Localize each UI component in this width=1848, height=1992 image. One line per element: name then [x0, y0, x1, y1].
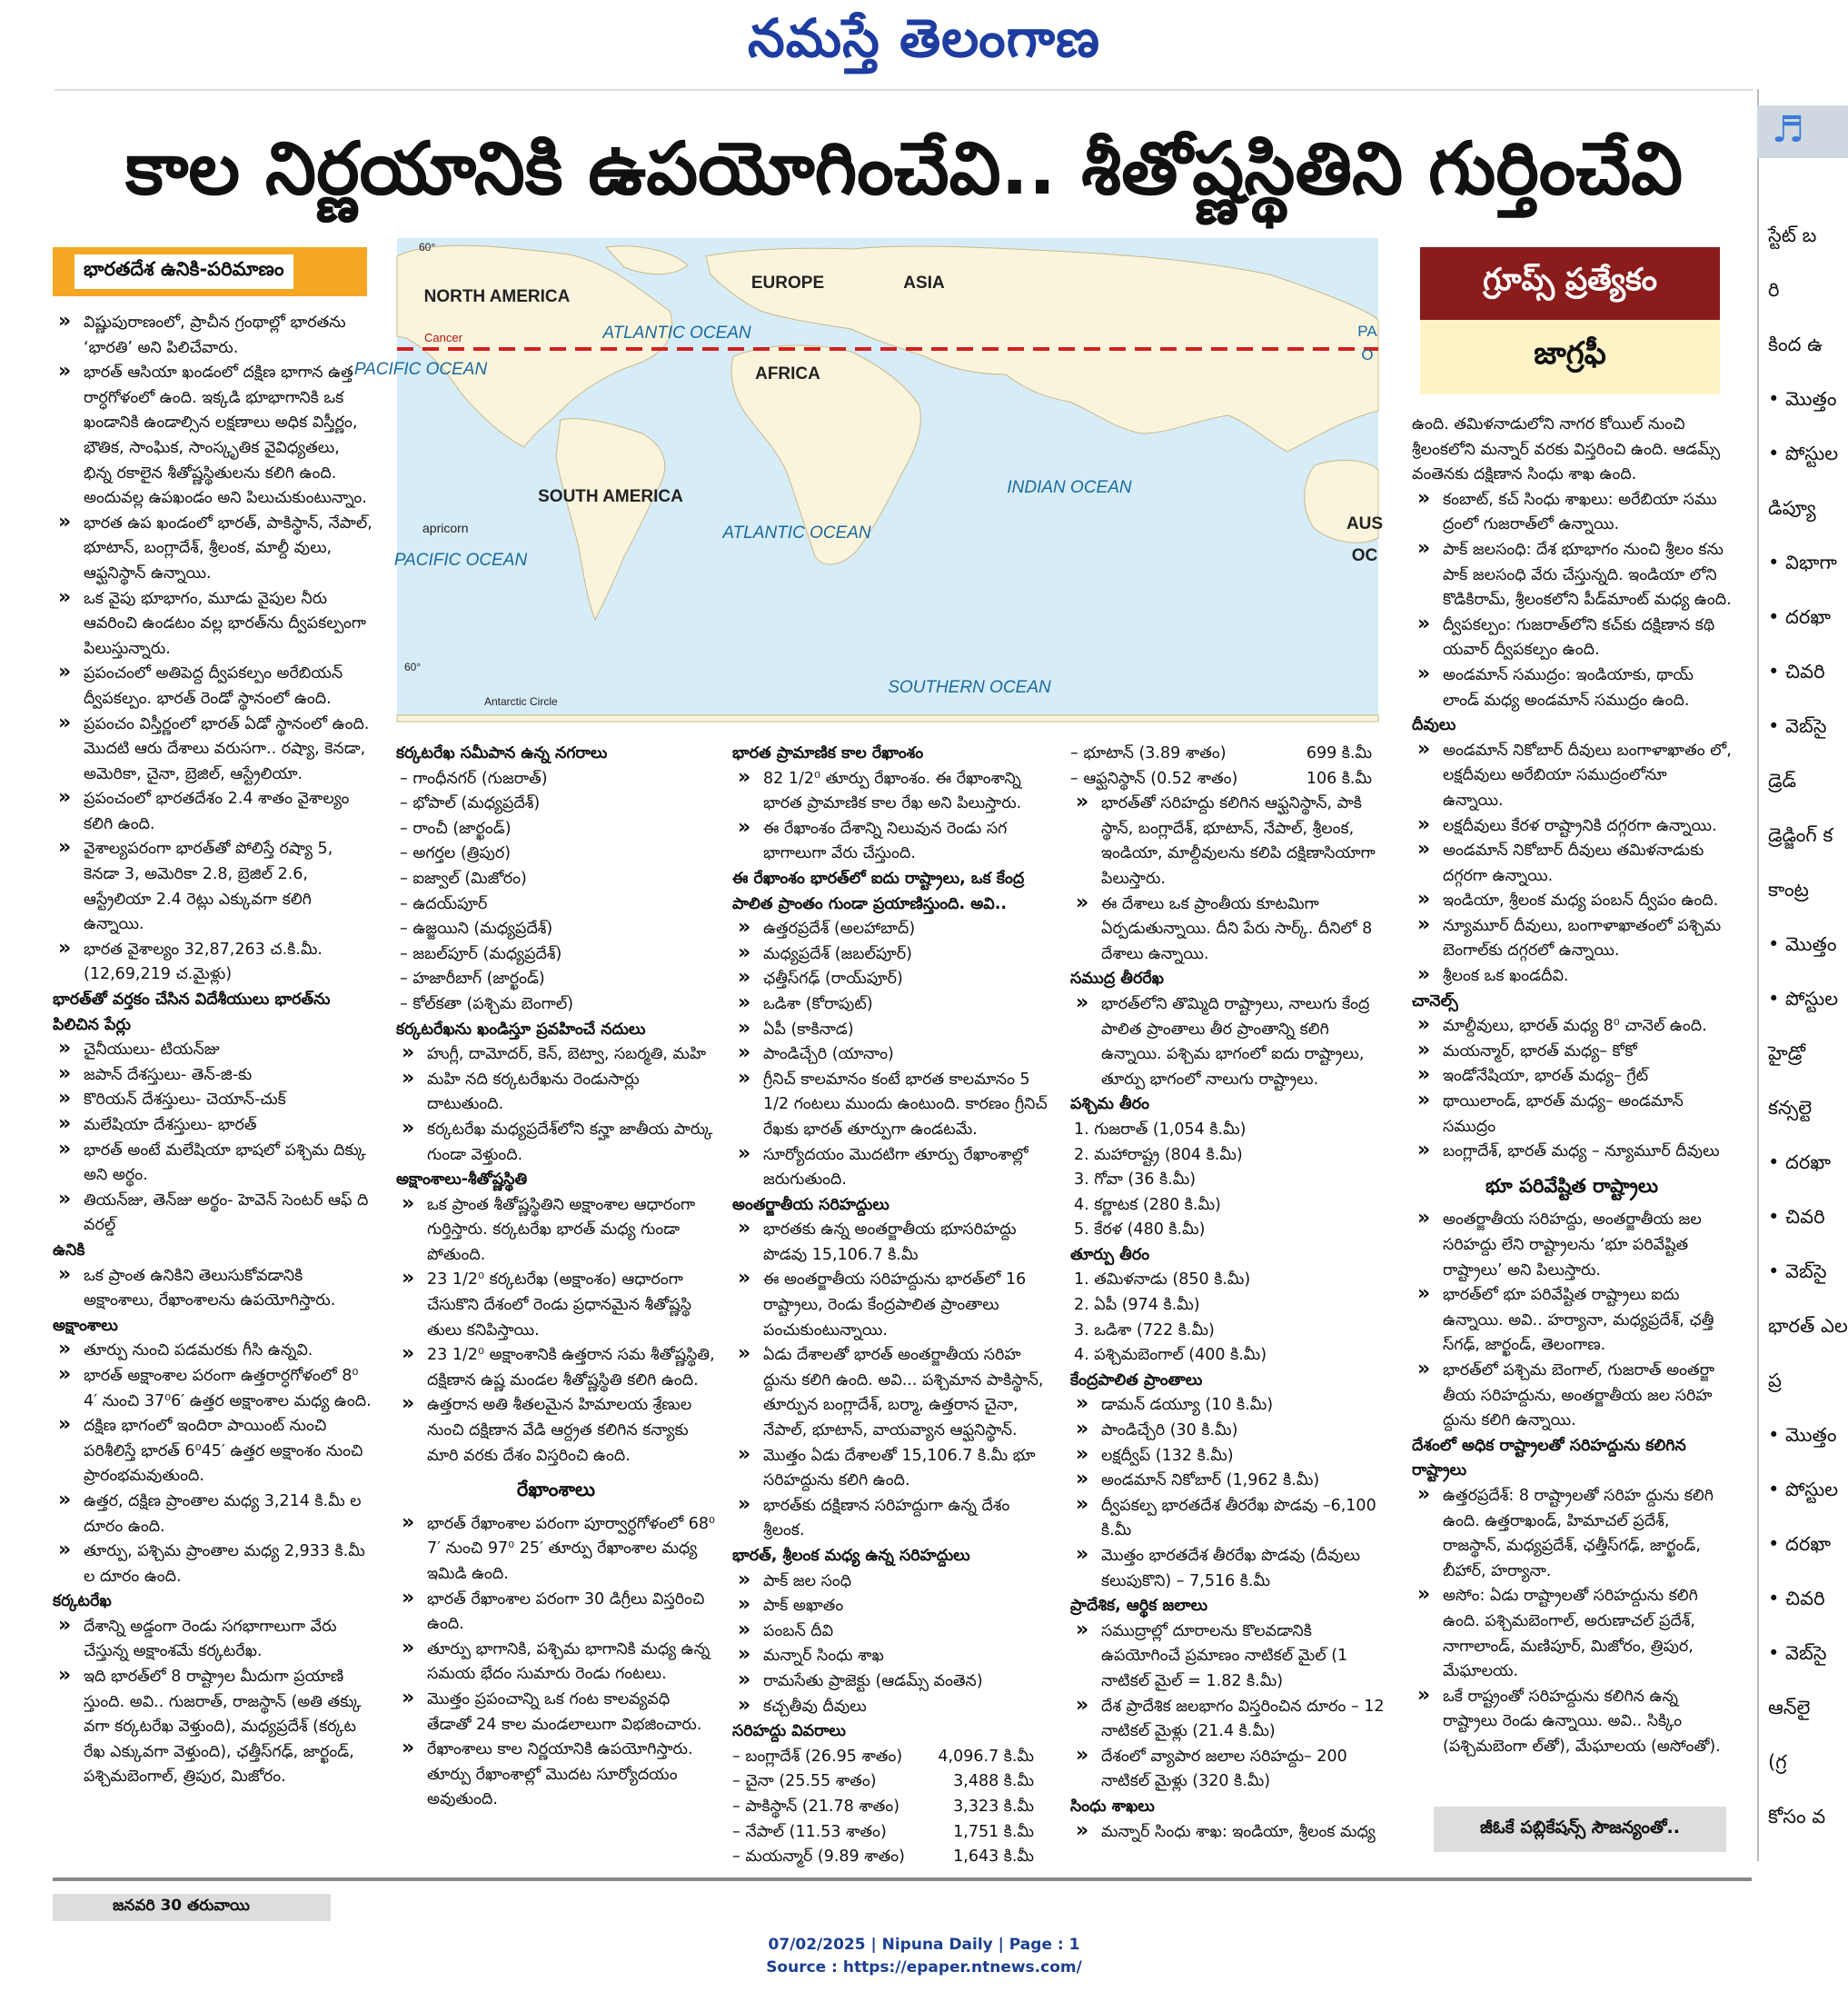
article-paragraph: » ఇండియా, శ్రీలంక మధ్య పంబన్ ద్వీపం ఉంది.	[1412, 889, 1732, 914]
newspaper-masthead: నమస్తే తెలంగాణ	[748, 7, 1100, 69]
subheading: కర్కటరేఖ	[53, 1592, 112, 1611]
article-paragraph: » అండమాన్ నికోబార్ (1,962 కి.మీ)	[1070, 1469, 1390, 1494]
border-row	[1070, 767, 1390, 792]
article-paragraph: » ఏపీ (కాకినాడ)	[732, 1018, 1052, 1043]
article-paragraph: » బంగ్లాదేశ్, భారత్ మధ్య – న్యూమూర్ దీవులు	[1412, 1140, 1732, 1165]
article-paragraph: » ప్రపంచంలో భారతదేశం 2.4 శాతం వైశాల్యం కలిగి ఉంది.	[53, 787, 373, 837]
subheading: భారత్, శ్రీలంక మధ్య ఉన్న సరిహద్దులు	[732, 1547, 970, 1565]
strip-fragment: (గ్ర	[1768, 1751, 1787, 1773]
article-paragraph: » భారత్‌లో పశ్చిమ బెంగాల్, గుజరాత్ అంతర్జా తీయ సరిహద్దును, అంతర్జాతీయ జల సరిహ ద్దును కలిగి ఉన్నాయి.	[1412, 1359, 1732, 1434]
article-paragraph: » తూర్పు భాగానికి, పశ్చిమ భాగానికి మధ్య ఉన్న సమయ భేదం సుమారు రెండు గంటలు.	[396, 1638, 716, 1688]
article-paragraph: » ఈ అంతర్జాతీయ సరిహద్దును భారత్‌లో 16 రాష్ట్రాలు, రెండు కేంద్రపాలిత ప్రాంతాలు పంచుకుంటున్నాయి.	[732, 1268, 1052, 1343]
strip-fragment: భారత్ ఎల	[1768, 1315, 1848, 1337]
article-paragraph: » పాండిచ్చేరి (యానాం)	[732, 1042, 1052, 1068]
article-paragraph: » అంతర్జాతీయ సరిహద్దు, అంతర్జాతీయ జల సరిహద్దు లేని రాష్ట్రాలను ‘భూ పరివేష్టిత రాష్ట్రాలు’ అని పిలుస్తారు.	[1412, 1208, 1732, 1283]
article-paragraph: » ఉత్తరాన అతి శీతలమైన హిమాలయ శ్రేణుల నుంచి దక్షిణాన వేడి ఆర్ద్రత కలిగిన కన్యాకు మారి వరకు దేశం విస్తరించి ఉంది.	[396, 1393, 716, 1469]
border-length: 3,323 కి.మీ	[953, 1797, 1034, 1816]
article-paragraph: 4. కర్ణాటక (280 కి.మీ)	[1074, 1195, 1221, 1214]
border-row	[732, 1820, 1052, 1846]
world-map	[353, 238, 1384, 722]
section-title: భారతదేశ ఉనికి-పరిమాణం	[75, 254, 293, 289]
article-paragraph: » మొత్తం ప్రపంచాన్ని ఒక గంట కాలవ్యవధి తేడాతో 24 కాల మండలాలుగా విభజించారు.	[396, 1688, 716, 1738]
article-paragraph: » దేశ ప్రాదేశిక జలభాగం విస్తరించిన దూరం – 12 నాటికల్ మైళ్లు (21.4 కి.మీ)	[1070, 1695, 1390, 1745]
article-paragraph: – భోపాల్ (మధ్యప్రదేశ్)	[400, 794, 541, 813]
label-asia: ASIA	[903, 274, 945, 293]
article-paragraph: » ఏడు దేశాలతో భారత్ అంతర్జాతీయ సరిహ ద్దును కలిగి ఉంది. అవి... పశ్చిమాన పాకిస్థాన్, తూర్పున బంగ్లాదేశ్, బర్మా, ఉత్తరాన చైనా, నేపాల్, భూటాన్, వాయవ్యాన ఆఫ్ఘనిస్థాన్.	[732, 1343, 1052, 1443]
section-heading: రేఖాంశాలు	[516, 1479, 596, 1501]
strip-fragment: • పోస్టుల	[1768, 1479, 1839, 1500]
article-paragraph: » ద్వీపకల్ప భారతదేశ తీరరేఖ పొడవు –6,100 కి.మీ	[1070, 1494, 1390, 1544]
article-paragraph: » గ్రీనిచ్ కాలమానం కంటే భారత కాలమానం 5 1/2 గంటలు ముందు ఉంటుంది. కారణం గ్రీనిచ్ రేఖకు భారత్ తూర్పుగా ఉండటమే.	[732, 1068, 1052, 1143]
label-north-america: NORTH AMERICA	[423, 287, 571, 306]
label-capricorn: apricorn	[422, 521, 469, 535]
strip-fragment: ప్ర	[1768, 1370, 1782, 1391]
subheading: ఉనికి	[53, 1240, 85, 1260]
article-paragraph: » ఇది భారత్‌లో 8 రాష్ట్రాల మీదుగా ప్రయాణి స్తుంది. అవి.. గుజరాత్, రాజస్థాన్ (అతి తక్కు వగా కర్కటరేఖ వెళ్తుంది), మధ్యప్రదేశ్ (కర్కట రేఖ ఎక్కువగా వెళ్తుంది), ఛత్తీస్‌గఢ్, జార్ఖండ్, పశ్చిమబెంగాల్, త్రిపుర, మిజోరం.	[53, 1665, 373, 1790]
article-paragraph: » ఉత్తరప్రదేశ్ (అలహాబాద్)	[732, 917, 1052, 942]
strip-fragment: కోసం వ	[1768, 1806, 1826, 1828]
article-paragraph: » జపాన్ దేశస్తులు- తెన్-జి-కు	[53, 1063, 373, 1089]
border-row	[732, 1769, 1052, 1795]
column-2	[396, 742, 716, 1813]
article-paragraph: – ఉజ్జయిని (మధ్యప్రదేశ్)	[400, 920, 553, 939]
strip-fragment: • చివరి	[1768, 1206, 1825, 1228]
article-paragraph: 3. గోవా (36 కి.మీ)	[1074, 1170, 1197, 1190]
article-paragraph: » మొత్తం భారతదేశ తీరరేఖ పొడవు (దీవులు కలుపుకొని) – 7,516 కి.మీ	[1070, 1544, 1390, 1594]
label-pacific-east-fragment: PA	[1357, 323, 1377, 340]
label-africa: AFRICA	[755, 364, 820, 383]
article-paragraph: » లక్షద్వీప్ (132 కి.మీ)	[1070, 1444, 1390, 1469]
article-paragraph: » మాల్దీవులు, భారత్ మధ్య 8⁰ చానెల్ ఉంది.	[1412, 1014, 1732, 1040]
article-paragraph: » 82 1/2⁰ తూర్పు రేఖాంశం. ఈ రేఖాంశాన్ని భారత ప్రామాణిక కాల రేఖ అని పిలుస్తారు.	[732, 767, 1052, 817]
border-country: – పాకిస్థాన్ (21.78 శాతం)	[732, 1797, 900, 1816]
article-paragraph: 2. మహారాష్ట్ర (804 కి.మీ)	[1074, 1145, 1243, 1164]
strip-fragment: డ్రెడ్జింగ్ క	[1768, 824, 1833, 846]
article-paragraph: » భారత్ రేఖాంశాల పరంగా పూర్వార్ధగోళంలో 68⁰ 7′ నుంచి 97⁰ 25′ తూర్పు రేఖాంశాల మధ్య ఇమిడి ఉంది.	[396, 1512, 716, 1588]
article-paragraph: » ఉత్తర, దక్షిణ ప్రాంతాల మధ్య 3,214 కి.మీ ల దూరం ఉంది.	[53, 1489, 373, 1539]
border-country: – చైనా (25.55 శాతం)	[732, 1772, 877, 1791]
article-paragraph: » భారత్ అక్షాంశాల పరంగా ఉత్తరార్ధగోళంలో 8⁰ 4′ నుంచి 37⁰6′ ఉత్తర అక్షాంశాల మధ్య ఉంది.	[53, 1364, 373, 1414]
label-ocean-east-fragment: O	[1361, 346, 1374, 364]
article-paragraph: – కోల్‌కతా (పశ్చిమ బెంగాల్)	[400, 994, 574, 1013]
article-headline: కాల నిర్ణయానికి ఉపయోగించేవి.. శీతోష్ణస్థితిని గుర్తించేవి	[124, 126, 1684, 211]
article-paragraph: » చైనీయులు- టియన్‌జు	[53, 1038, 373, 1063]
label-europe: EUROPE	[750, 274, 825, 293]
article-paragraph: » ద్వీపకల్పం: గుజరాత్‌లోని కచ్‌కు దక్షిణాన కథి యవార్ ద్వీపకల్పం ఉంది.	[1412, 613, 1732, 663]
subheading: కర్కటరేఖ సమీపాన ఉన్న నగరాలు	[396, 744, 608, 762]
subheading: దీవులు	[1412, 716, 1456, 735]
article-paragraph: » భారత్‌లో భూ పరివేష్టిత రాష్ట్రాలు ఐదు ఉన్నాయి. అవి.. హర్యానా, మధ్యప్రదేశ్, ఛత్తీ స్‌గఢ్, జార్ఖండ్, తెలంగాణ.	[1412, 1283, 1732, 1359]
article-paragraph: » భారత్ అంటే మలేషియా భాషలో పశ్చిమ దిక్కు అని అర్థం.	[53, 1139, 373, 1189]
border-length: 1,751 కి.మీ	[953, 1822, 1034, 1841]
article-paragraph: » ఒక ప్రాంత ఉనికిని తెలుసుకోవడానికి అక్షాంశాలు, రేఖాంశాలను ఉపయోగిస్తారు.	[53, 1264, 373, 1314]
subheading: సముద్ర తీరరేఖ	[1070, 970, 1164, 989]
label-atlantic-north: ATLANTIC OCEAN	[602, 324, 751, 343]
strip-fragment: రి	[1768, 279, 1780, 301]
label-south-america: SOUTH AMERICA	[538, 487, 683, 506]
article-paragraph: » భారత్ ఆసియా ఖండంలో దక్షిణ భాగాన ఉత్త రార్ధగోళంలో ఉంది. ఇక్కడి భూభాగానికి ఒక ఖండానికి ఉండాల్సిన లక్షణాలు అధిక విస్తీర్ణం, భౌతిక, సాంఘిక, సాంస్కృతిక వైవిధ్యతలు, భిన్న రకాలైన శీతోష్ణస్థితులను కలిగి ఉంది. అందువల్ల ఉపఖండం అని పిలుచుకుంటున్నాం.	[53, 361, 373, 512]
article-paragraph: » ప్రపంచం విస్తీర్ణంలో భారత్ ఏడో స్థానంలో ఉంది. మొదటి ఆరు దేశాలు వరుసగా.. రష్యా, కెనడా, అమెరికా, చైనా, బ్రెజిల్, ఆస్ట్రేలియా.	[53, 712, 373, 788]
border-length: 3,488 కి.మీ	[953, 1772, 1034, 1791]
article-paragraph: » మన్నార్ సింధు శాఖ: ఇండియా, శ్రీలంక మధ్య	[1070, 1820, 1390, 1846]
page-footer	[0, 1934, 1848, 1979]
border-country: – ఆఫ్ఘనిస్థాన్ (0.52 శాతం)	[1070, 769, 1238, 788]
article-paragraph: 1. తమిళనాడు (850 కి.మీ)	[1074, 1270, 1251, 1290]
article-paragraph: » తూర్పు నుంచి పడమరకు గీసి ఉన్నవి.	[53, 1339, 373, 1364]
article-paragraph: » పాండిచ్చేరి (30 కి.మీ)	[1070, 1419, 1390, 1444]
continued-box: జనవరి 30 తరువాయి	[53, 1894, 331, 1921]
article-paragraph: » కంబాట్, కచ్ సింధు శాఖలు: అరేబియా సము ద్రంలో గుజరాత్‌లో ఉన్నాయి.	[1412, 488, 1732, 538]
article-paragraph: » కొరియన్ దేశస్తులు- చెయాన్-చుక్	[53, 1088, 373, 1113]
label-australia-fragment: AUS	[1346, 514, 1384, 533]
article-paragraph: » మొత్తం ఏడు దేశాలతో 15,106.7 కి.మీ భూ సరిహద్దును కలిగి ఉంది.	[732, 1444, 1052, 1494]
subheading: ప్రాదేశిక, ఆర్థిక జలాలు	[1070, 1597, 1208, 1616]
border-country: – నేపాల్ (11.53 శాతం)	[732, 1822, 887, 1841]
article-paragraph: » న్యూమూర్ దీవులు, బంగాళాఖాతంలో పశ్చిమ బెంగాల్‌కు దగ్గరలో ఉన్నాయి.	[1412, 914, 1732, 964]
strip-fragment: • దరఖా	[1768, 606, 1831, 628]
publication-credit: జీఓకే పబ్లికేషన్స్ సౌజన్యంతో..	[1434, 1807, 1726, 1852]
label-pacific-south: PACIFIC OCEAN	[393, 551, 528, 570]
subheading: కర్కటరేఖను ఖండిస్తూ ప్రవహించే నదులు	[396, 1020, 646, 1039]
border-row	[1070, 742, 1390, 767]
article-paragraph: » తూర్పు, పశ్చిమ ప్రాంతాల మధ్య 2,933 కి.మీ ల దూరం ఉంది.	[53, 1539, 373, 1589]
article-paragraph: » ఈ రేఖాంశం దేశాన్ని నిలువున రెండు సగ భాగాలుగా వేరు చేస్తుంది.	[732, 817, 1052, 867]
article-paragraph: – ఐజ్వాల్ (మిజోరం)	[400, 869, 527, 888]
column-4	[1070, 742, 1390, 1845]
article-paragraph: » భారత్‌తో సరిహద్దు కలిగిన ఆఫ్ఘనిస్థాన్, పాకి స్థాన్, బంగ్లాదేశ్, భూటాన్, నేపాల్, శ్రీలంక, ఇండియా, మాల్దీవులను కలిపి దక్షిణాసియాగా పిలుస్తారు.	[1070, 792, 1390, 891]
article-paragraph: » భారత్‌లోని తొమ్మిది రాష్ట్రాలు, నాలుగు కేంద్ర పాలిత ప్రాంతాలు తీర ప్రాంతాన్ని కలిగి ఉన్నాయి. పశ్చిమ భాగంలో ఐదు రాష్ట్రాలు, తూర్పు భాగంలో నాలుగు రాష్ట్రాలు.	[1070, 992, 1390, 1092]
masthead-rule	[55, 89, 1754, 91]
subheading: అంతర్జాతీయ సరిహద్దులు	[732, 1195, 889, 1214]
article-paragraph: » తియన్‌జు, తెన్‌జు అర్థం- హెవెన్ సెంటర్ ఆఫ్ ది వరల్డ్	[53, 1189, 373, 1239]
article-paragraph: » మధ్యప్రదేశ్ (జబల్‌పూర్)	[732, 942, 1052, 968]
strip-fragment: • విభాగా	[1768, 552, 1837, 573]
article-paragraph: » సూర్యోదయం మొదటిగా తూర్పు రేఖాంశాల్లో జరుగుతుంది.	[732, 1143, 1052, 1193]
article-paragraph: » ప్రపంచంలో అతిపెద్ద ద్వీపకల్పం అరేబియన్ ద్వీపకల్పం. భారత్ రెండో స్థానంలో ఉంది.	[53, 662, 373, 712]
strip-fragment: • చివరి	[1768, 1588, 1825, 1609]
article-paragraph: » మయన్మార్, భారత్ మధ్య– కోకో	[1412, 1040, 1732, 1065]
strip-fragment: • చివరి	[1768, 661, 1825, 682]
article-paragraph: – గాంధీనగర్ (గుజరాత్)	[400, 769, 548, 788]
label-cancer: Cancer	[424, 331, 462, 344]
strip-fragment: ఆన్‌లై	[1768, 1697, 1811, 1718]
article-paragraph: » భారతకు ఉన్న అంతర్జాతీయ భూసరిహద్దు పొడవు 15,106.7 కి.మీ	[732, 1218, 1052, 1268]
banner-top: గ్రూప్స్ ప్రత్యేకం	[1420, 247, 1720, 320]
subheading: తూర్పు తీరం	[1070, 1245, 1150, 1264]
subheading: అక్షాంశాలు	[53, 1316, 118, 1335]
label-60n: 60°	[419, 241, 436, 254]
strip-fragment: • వెబ్‌సై	[1768, 1260, 1827, 1282]
subheading: ఈ రేఖాంశం భారత్‌లో ఐదు రాష్ట్రాలు, ఒక కేంద్ర పాలిత ప్రాంతం గుండా ప్రయాణిస్తుంది. అవి..	[732, 869, 1025, 913]
article-paragraph: » ఒకే రాష్ట్రంతో సరిహద్దును కలిగిన ఉన్న రాష్ట్రాలు రెండు ఉన్నాయి. అవి.. సిక్కిం (పశ్చిమబెంగా ల్‌తో), మేఘాలయ (అసోంతో).	[1412, 1685, 1732, 1760]
article-paragraph: – ఉదయ్‌పూర్	[400, 894, 488, 913]
article-paragraph: » 23 1/2⁰ కర్కటరేఖ (అక్షాంశం) ఆధారంగా చేసుకొని దేశంలో రెండు ప్రధానమైన శీతోష్ణస్థి తులు కనిపిస్తాయి.	[396, 1268, 716, 1343]
section-heading: భూ పరివేష్టిత రాష్ట్రాలు	[1485, 1174, 1659, 1197]
article-paragraph: » మన్నార్ సింధు శాఖ	[732, 1644, 1052, 1669]
label-antarctic-circle: Antarctic Circle	[484, 695, 558, 708]
article-paragraph: » ఒక వైపు భూభాగం, మూడు వైపుల నీరు ఆవరించి ఉండటం వల్ల భారత్‌ను ద్వీపకల్పంగా పిలుస్తున్నారు.	[53, 587, 373, 662]
label-southern-ocean: SOUTHERN OCEAN	[888, 678, 1051, 697]
article-paragraph: » 23 1/2⁰ అక్షాంశానికి ఉత్తరాన సమ శీతోష్ణస్థితి, దక్షిణాన ఉష్ణ మండల శీతోష్ణస్థితి కలిగి ఉంది.	[396, 1343, 716, 1393]
article-paragraph: 5. కేరళ (480 కి.మీ)	[1074, 1220, 1206, 1240]
article-paragraph: » పంబన్ దీవి	[732, 1619, 1052, 1645]
border-country: – బంగ్లాదేశ్ (26.95 శాతం)	[732, 1747, 903, 1766]
border-length: 1,643 కి.మీ	[953, 1848, 1034, 1867]
article-paragraph: » అండమాన్ సముద్రం: ఇండియాకు, థాయ్ లాండ్ మధ్య అండమాన్ సముద్రం ఉంది.	[1412, 663, 1732, 713]
strip-fragment: • దరఖా	[1768, 1533, 1831, 1555]
article-paragraph: » భారత వైశాల్యం 32,87,263 చ.కి.మీ. (12,69,219 చ.మైళ్లు)	[53, 938, 373, 988]
article-paragraph: » ఒక ప్రాంత శీతోష్ణస్థితిని అక్షాంశాల ఆధారంగా గుర్తిస్తారు. కర్కటరేఖ భారత్ మధ్య గుండా పోతుంది.	[396, 1193, 716, 1269]
article-paragraph: » హుగ్లీ, దామోదర్, కెన్, బెట్వా, సబర్మతి, మహి	[396, 1042, 716, 1068]
article-paragraph: » కచ్చతీవు దీవులు	[732, 1695, 1052, 1720]
groups-special-banner	[1420, 247, 1720, 394]
strip-fragment: కింద ఉ	[1768, 334, 1823, 355]
subheading: కేంద్రపాలిత ప్రాంతాలు	[1070, 1370, 1203, 1389]
article-paragraph: » అసోం: ఏడు రాష్ట్రాలతో సరిహద్దును కలిగి ఉంది. పశ్చిమబెంగాల్, అరుణాచల్ ప్రదేశ్, నాగాలాండ్, మణిపూర్, మిజోరం, త్రిపుర, మేఘాలయ.	[1412, 1584, 1732, 1684]
label-oceania-fragment: OC	[1351, 546, 1378, 565]
strip-fragment: కాంట్ర	[1768, 879, 1809, 901]
article-paragraph: » పాక్ జలసంధి: దేశ భూభాగం నుంచి శ్రీలం కను పాక్ జలసంధి వేరు చేస్తున్నది. ఇండియా లోని కొడికిరామ్, శ్రీలంకలోని పీడ్‌మాంట్ మధ్య ఉంది.	[1412, 538, 1732, 613]
article-paragraph: » సముద్రాల్లో దూరాలను కొలవడానికి ఉపయోగించే ప్రమాణం నాటికల్ మైల్ (1 నాటికల్ మైల్ = 1.82 కి.మీ)	[1070, 1619, 1390, 1695]
border-row	[732, 1795, 1052, 1820]
article-paragraph: – రాంచీ (జార్ఖండ్)	[400, 819, 512, 838]
label-60s: 60°	[404, 661, 422, 673]
article-paragraph: » ఒడిశా (కోరాపుట్)	[732, 992, 1052, 1018]
column-5	[1412, 413, 1732, 1759]
subheading: సింధు శాఖలు	[1070, 1797, 1155, 1816]
article-paragraph: 4. పశ్చిమబెంగాల్ (400 కి.మీ)	[1074, 1346, 1267, 1365]
subheading: భారత ప్రామాణిక కాల రేఖాంశం	[732, 744, 924, 762]
article-paragraph: » వైశాల్యపరంగా భారత్‌తో పోలిస్తే రష్యా 5, కెనడా 3, అమెరికా 2.8, బ్రెజిల్ 2.6, ఆస్ట్రేలియా 2.4 రెట్లు ఎక్కువగా కలిగి ఉన్నాయి.	[53, 837, 373, 937]
article-paragraph: » ఛత్తీస్‌గఢ్ (రాయ్‌పూర్)	[732, 967, 1052, 992]
article-paragraph: 3. ఒడిశా (722 కి.మీ)	[1074, 1320, 1215, 1340]
strip-fragment: • వెబ్‌సై	[1768, 1642, 1827, 1664]
article-paragraph: » ఈ దేశాలు ఒక ప్రాంతీయ కూటమిగా ఏర్పడుతున్నాయి. దీని పేరు సార్క్. దీనిలో 8 దేశాలు ఉన్నాయి.	[1070, 892, 1390, 968]
article-paragraph: » మలేషియా దేశస్తులు- భారత్	[53, 1113, 373, 1139]
subheading: సరిహద్దు వివరాలు	[732, 1722, 846, 1741]
strip-fragment: • పోస్టుల	[1768, 988, 1839, 1010]
subheading: దేశంలో అధిక రాష్ట్రాలతో సరిహద్దును కలిగిన రాష్ట్రాలు	[1412, 1436, 1686, 1480]
strip-fragment: డ్రెడ్	[1768, 770, 1797, 792]
column-3	[732, 742, 1052, 1870]
article-paragraph: » ఉత్తరప్రదేశ్: 8 రాష్ట్రాలతో సరిహ ద్దును కలిగి ఉంది. ఉత్తరాఖండ్, హిమాచల్ ప్రదేశ్, రాజస్థాన్, మధ్యప్రదేశ్, ఛత్తీస్‌గఢ్, జార్ఖండ్, బీహార్, హర్యానా.	[1412, 1484, 1732, 1584]
border-row	[732, 1845, 1052, 1870]
strip-fragment: • వెబ్‌సై	[1768, 715, 1827, 737]
article-paragraph: » లక్షదీవులు కేరళ రాష్ట్రానికి దగ్గరగా ఉన్నాయి.	[1412, 814, 1732, 840]
border-country: – మయన్మార్ (9.89 శాతం)	[732, 1848, 906, 1867]
article-paragraph: » భారత్ రేఖాంశాల పరంగా 30 డిగ్రీలు విస్తరించి ఉంది.	[396, 1588, 716, 1638]
border-row	[732, 1745, 1052, 1770]
subheading: పశ్చిమ తీరం	[1070, 1095, 1149, 1114]
article-paragraph: – అగర్తల (త్రిపుర)	[400, 844, 512, 863]
article-paragraph: » దక్షిణ భాగంలో ఇందిరా పాయింట్ నుంచి పరిశీలిస్తే భారత్ 6⁰45′ ఉత్తర అక్షాంశం నుంచి ప్రారంభమవుతుంది.	[53, 1414, 373, 1489]
article-paragraph: – హజారీబాగ్ (జార్ఖండ్)	[400, 970, 545, 989]
strip-fragment: • పోస్టుల	[1768, 443, 1839, 464]
footer-date-line: 07/02/2025 | Nipuna Daily | Page : 1	[768, 1936, 1080, 1954]
border-country: – భూటాన్ (3.89 శాతం)	[1070, 744, 1227, 762]
label-indian-ocean: INDIAN OCEAN	[1007, 478, 1132, 497]
article-paragraph: » విష్ణుపురాణంలో, ప్రాచీన గ్రంథాల్లో భారతను ‘భారతి’ అని పిలిచేవారు.	[53, 311, 373, 361]
adjacent-article-strip	[1757, 89, 1848, 1861]
article-paragraph: » అండమాన్ నికోబార్ దీవులు తమిళనాడుకు దగ్గరగా ఉన్నాయి.	[1412, 839, 1732, 889]
subheading: అక్షాంశాలు-శీతోష్ణస్థితి	[396, 1170, 528, 1190]
article-paragraph: » థాయిలాండ్, భారత్ మధ్య– అండమాన్ సముద్రం	[1412, 1090, 1732, 1140]
banner-subject: జాగ్రఫీ	[1420, 320, 1720, 394]
article-paragraph: » డామన్ డయ్యూ (10 కి.మీ)	[1070, 1393, 1390, 1419]
column-1	[53, 311, 373, 1790]
bottom-rule	[53, 1877, 1752, 1881]
article-paragraph: » మహి నది కర్కటరేఖను రెండుసార్లు దాటుతుంది.	[396, 1068, 716, 1118]
subheading: చానెల్స్	[1412, 991, 1458, 1011]
footer-source-line: Source : https://epaper.ntnews.com/	[766, 1958, 1082, 1977]
article-paragraph: » పాక్ అఖాతం	[732, 1594, 1052, 1619]
article-paragraph: » అండమాన్ నికోబార్ దీవులు బంగాళాఖాతం లో, లక్షదీవులు అరేబియా సముద్రంలోనూ ఉన్నాయి.	[1412, 739, 1732, 814]
article-paragraph: » ఇండోనేషియా, భారత్ మధ్య– గ్రేట్	[1412, 1064, 1732, 1090]
article-paragraph: ఉంది. తమిళనాడులోని నాగర కోయిల్ నుంచి శ్రీలంకలోని మన్నార్ వరకు విస్తరించి ఉంది. ఆడమ్స్ వంతెనకు దక్షిణాన సింధు శాఖ ఉంది.	[1412, 415, 1721, 484]
article-paragraph: » పాక్ జల సంధి	[732, 1569, 1052, 1595]
strip-fragment: • మొత్తం	[1768, 1424, 1837, 1446]
article-paragraph: » భారత ఉప ఖండంలో భారత్, పాకిస్థాన్, నేపాల్, భూటాన్, బంగ్లాదేశ్, శ్రీలంక, మాల్దీ వులు, ఆఫ్ఘనిస్థాన్ ఉన్నాయి.	[53, 512, 373, 587]
article-paragraph: » దేశంలో వ్యాపార జలాల సరిహద్దు– 200 నాటికల్ మైళ్లు (320 కి.మీ)	[1070, 1745, 1390, 1795]
strip-fragment: హైడ్రో	[1768, 1042, 1805, 1064]
antarctica-land	[397, 715, 1378, 722]
label-pacific-west: PACIFIC OCEAN	[353, 360, 488, 379]
article-paragraph: » శ్రీలంక ఒక ఖండదీవి.	[1412, 964, 1732, 990]
section-title-box	[53, 247, 367, 296]
strip-fragment: కన్సల్టె	[1768, 1097, 1813, 1119]
border-length: 699 కి.మీ	[1306, 744, 1372, 762]
education-logo-icon: ♬	[1757, 105, 1848, 158]
strip-fragment: డిప్యూ	[1768, 497, 1816, 519]
article-paragraph: – జబల్‌పూర్ (మధ్యప్రదేశ్)	[400, 944, 562, 963]
article-paragraph: » కర్కటరేఖ మధ్యప్రదేశ్‌లోని కన్హా జాతీయ పార్కు గుండా వెళ్తుంది.	[396, 1118, 716, 1168]
strip-fragment: • దరఖా	[1768, 1151, 1831, 1173]
article-paragraph: 1. గుజరాత్ (1,054 కి.మీ)	[1074, 1120, 1247, 1139]
border-length: 106 కి.మీ	[1306, 769, 1372, 788]
strip-fragment: స్టేట్ బ	[1768, 224, 1817, 246]
strip-fragment: • మొత్తం	[1768, 933, 1837, 955]
label-atlantic-south: ATLANTIC OCEAN	[722, 523, 871, 543]
subheading: భారత్‌తో వర్తకం చేసిన విదేశీయులు భారత్‌ను పిలిచిన పేర్లు	[53, 991, 331, 1034]
border-length: 4,096.7 కి.మీ	[938, 1747, 1034, 1766]
article-paragraph: » రామసేతు ప్రాజెక్టు (ఆడమ్స్ వంతెన)	[732, 1669, 1052, 1695]
article-paragraph: 2. ఏపీ (974 కి.మీ)	[1074, 1296, 1200, 1315]
article-paragraph: » రేఖాంశాలు కాల నిర్ణయానికి ఉపయోగిస్తారు. తూర్పు రేఖాంశాల్లో మొదట సూర్యోదయం అవుతుంది.	[396, 1738, 716, 1813]
article-paragraph: » దేశాన్ని అడ్డంగా రెండు సగభాగాలుగా వేరు చేస్తున్న అక్షాంశమే కర్కటరేఖ.	[53, 1615, 373, 1665]
strip-fragment: • మొత్తం	[1768, 388, 1837, 410]
strip-divider	[1757, 89, 1759, 1861]
article-paragraph: » భారత్‌కు దక్షిణాన సరిహద్దుగా ఉన్న దేశం శ్రీలంక.	[732, 1494, 1052, 1544]
